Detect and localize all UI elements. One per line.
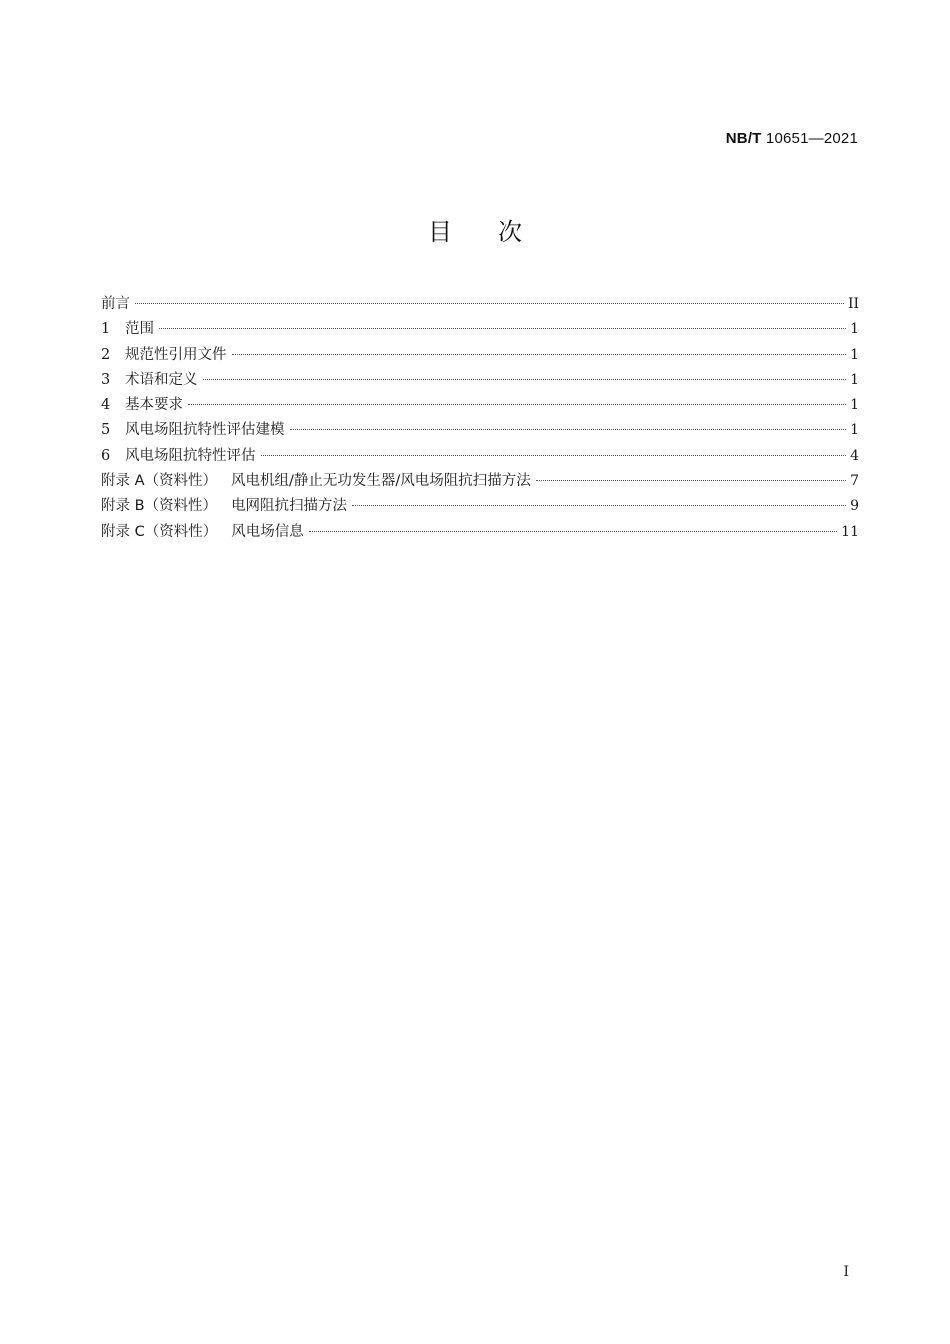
toc-entry-page: 1 [850,422,859,439]
toc-entry-text: 风电场阻抗特性评估建模 [125,422,285,439]
toc-entry-number: 附录 C（资料性） [101,523,218,540]
toc-entry-annex-a[interactable] [101,469,859,494]
toc-entry-number: 1 [101,321,111,338]
toc-entry-text: 前言 [101,296,130,312]
toc-entry-3[interactable] [101,368,859,393]
toc-entry-2[interactable] [101,343,859,368]
dot-leader [232,354,847,355]
toc-entry-page: 11 [841,523,859,540]
toc-entry-page: 1 [850,321,859,338]
page-number: I [843,1264,849,1280]
toc-entry-page: II [847,296,859,312]
dot-leader [536,480,846,481]
standard-code [726,130,858,147]
toc-entry-6[interactable] [101,444,859,469]
dot-leader [290,429,847,430]
toc-entry-page: 1 [850,346,859,363]
dot-leader [261,455,847,456]
toc-entry-foreword[interactable] [101,292,859,317]
dot-leader [188,404,846,405]
toc-entry-4[interactable] [101,393,859,418]
toc-entry-number: 附录 B（资料性） [101,498,218,515]
toc-entry-number: 附录 A（资料性） [101,473,218,490]
table-of-contents [101,292,859,545]
toc-entry-page: 4 [850,447,859,464]
toc-entry-5[interactable] [101,418,859,443]
toc-entry-text: 范围 [125,321,154,338]
toc-entry-annex-b[interactable] [101,494,859,519]
standard-number: 10651—2021 [761,130,858,147]
toc-entry-text: 风电机组/静止无功发生器/风电场阻抗扫描方法 [231,473,531,490]
toc-entry-number: 4 [101,397,111,414]
dot-leader [352,505,846,506]
toc-entry-annex-c[interactable] [101,520,859,545]
dot-leader [135,303,844,304]
toc-entry-text: 风电场阻抗特性评估 [125,447,256,464]
toc-entry-page: 9 [850,498,859,515]
toc-entry-page: 1 [850,397,859,414]
toc-entry-text: 电网阻抗扫描方法 [231,498,348,515]
dot-leader [309,531,837,532]
toc-entry-number: 6 [101,447,111,464]
standard-prefix: NB/T [725,130,762,147]
toc-entry-1[interactable] [101,317,859,342]
toc-entry-text: 术语和定义 [125,371,198,388]
toc-entry-number: 5 [101,422,111,439]
toc-entry-page: 7 [850,473,859,490]
toc-entry-text: 基本要求 [125,397,183,414]
toc-entry-text: 规范性引用文件 [125,346,227,363]
toc-entry-number: 2 [101,346,111,363]
dot-leader [159,328,846,329]
toc-entry-number: 3 [101,371,111,388]
toc-title: 目次 [428,218,568,246]
toc-entry-text: 风电场信息 [231,523,304,540]
toc-entry-page: 1 [850,371,859,388]
dot-leader [203,379,847,380]
